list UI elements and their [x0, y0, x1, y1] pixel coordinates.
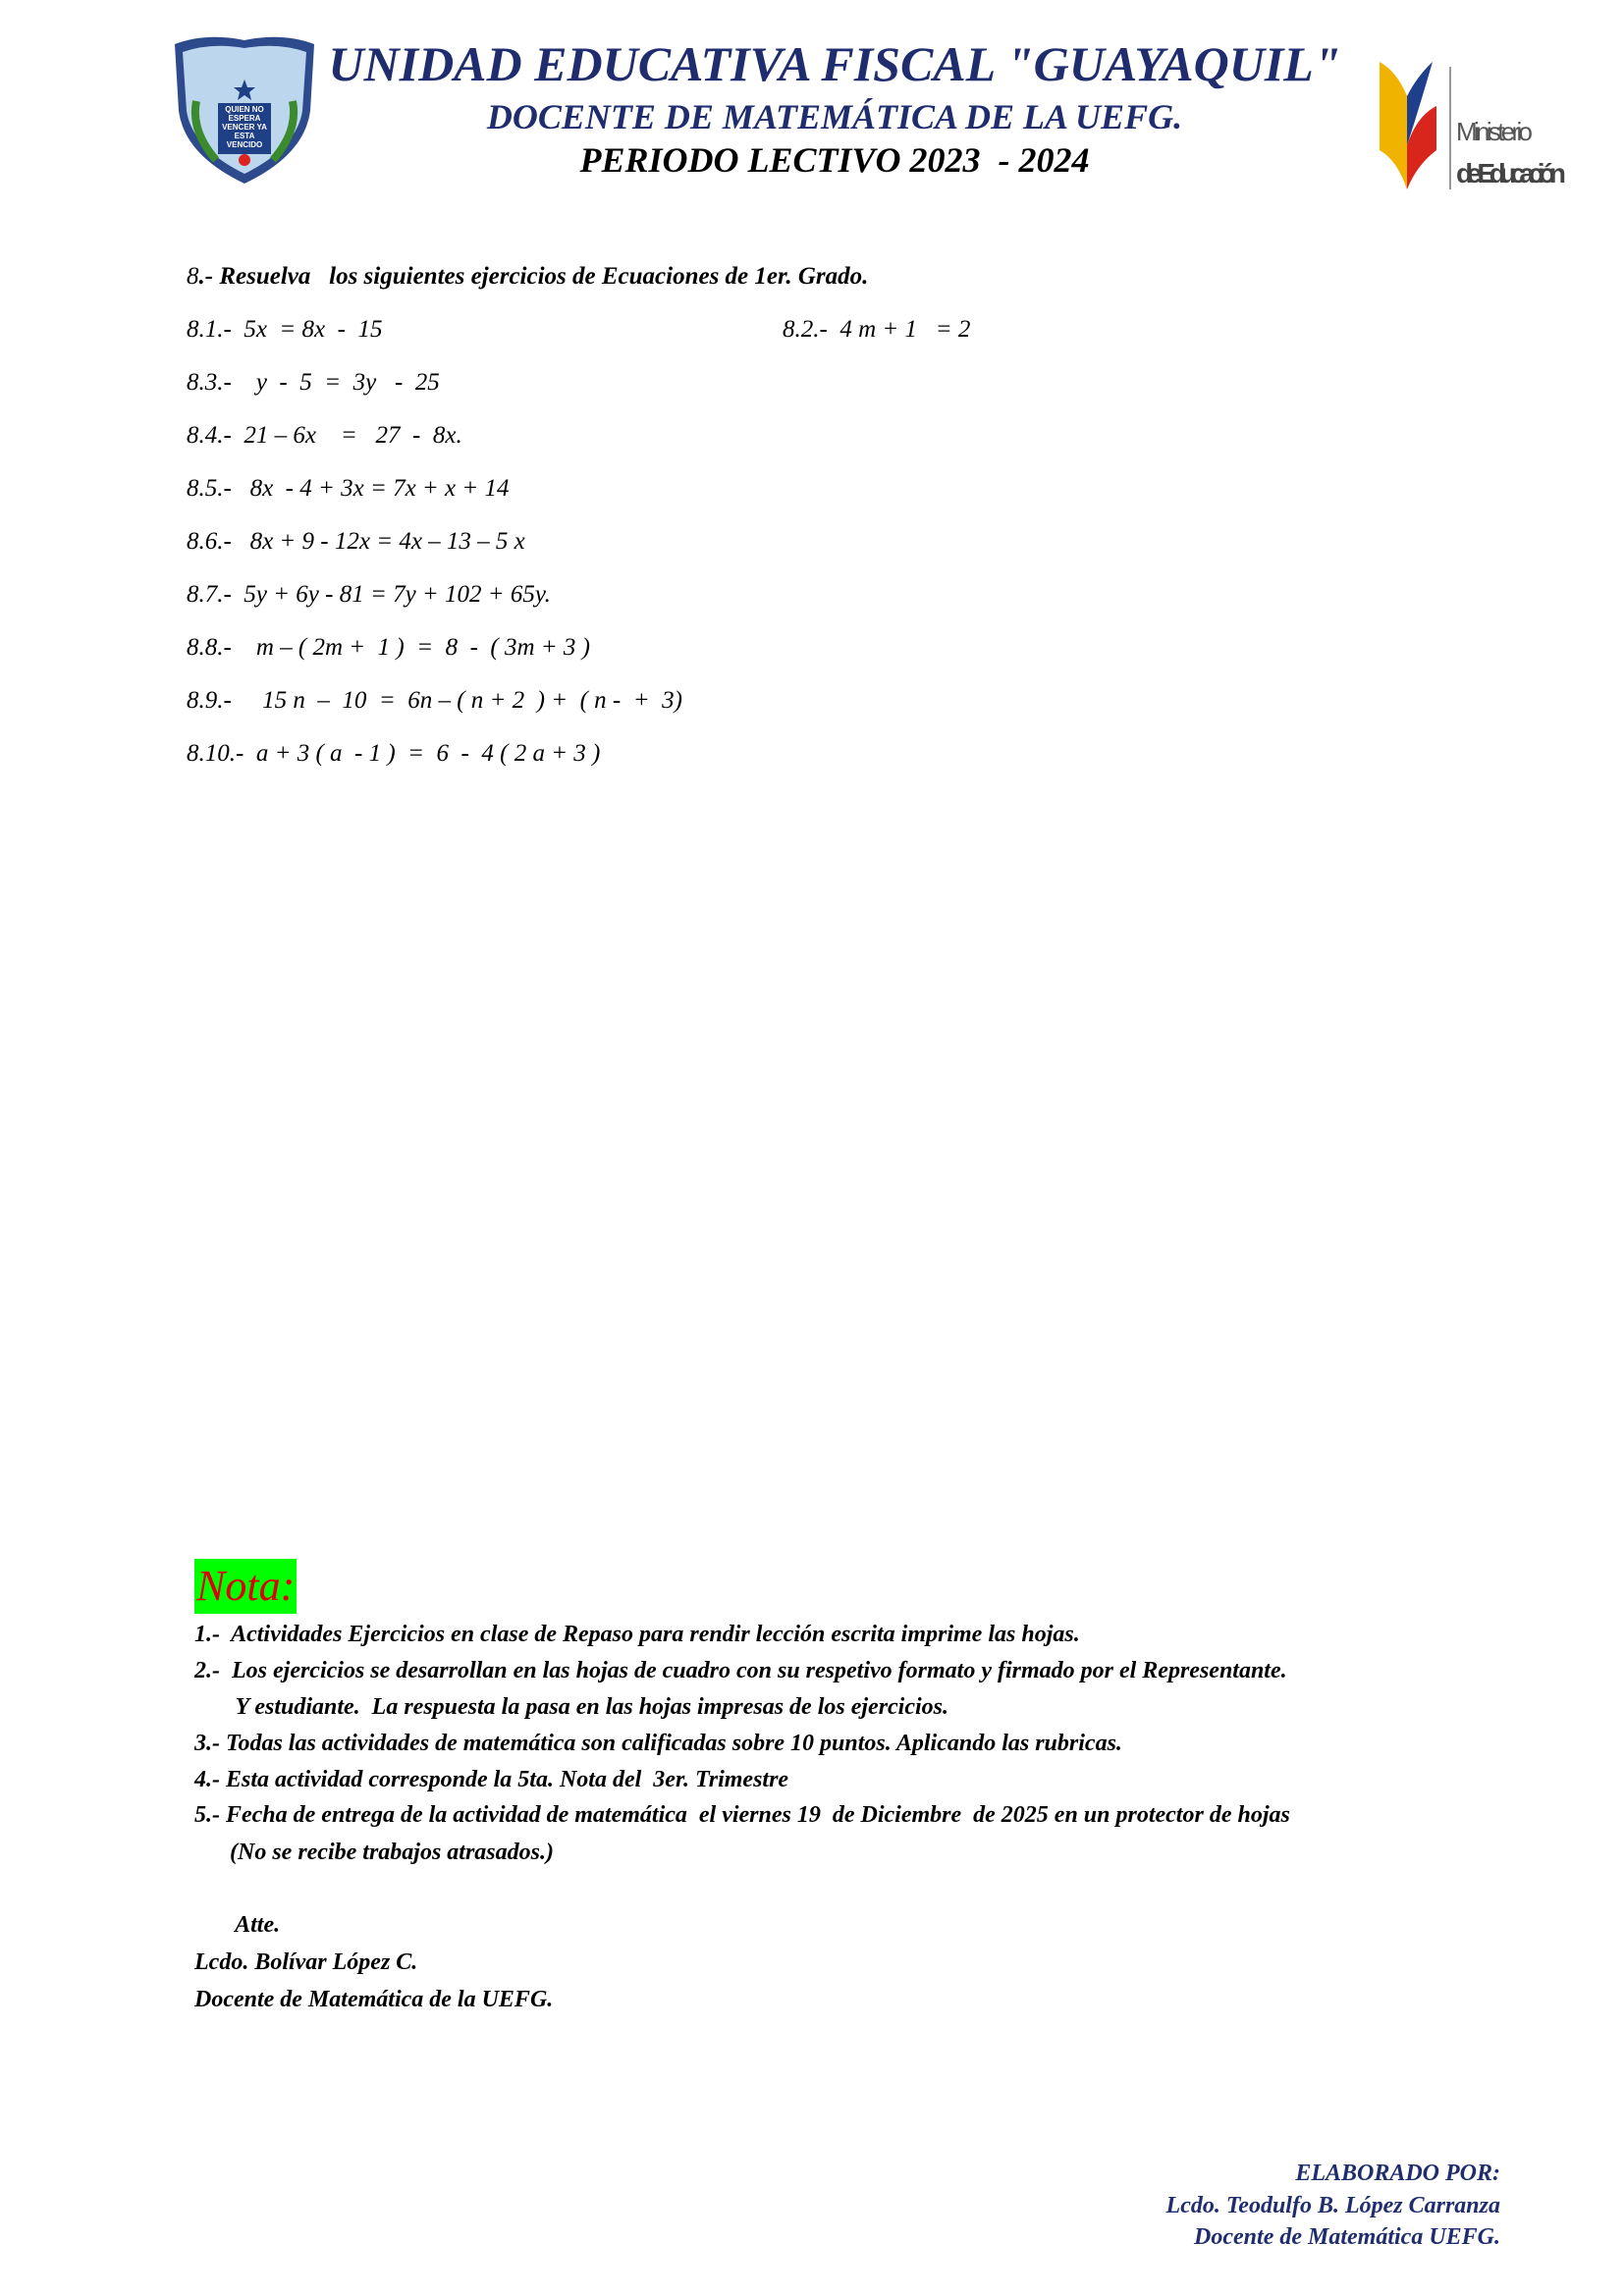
exercise-item: 8.3.- y - 5 = 3y - 25	[187, 369, 440, 396]
prepared-by-name: Lcdo. Teodulfo B. López Carranza	[1165, 2193, 1500, 2218]
note-line: 2.- Los ejercicios se desarrollan en las hojas de cuadro con su respetivo formato y firmado por el Representante.	[194, 1658, 1287, 1683]
exercise-item: 8.5.- 8x - 4 + 3x = 7x + x + 14	[187, 475, 510, 502]
exercise-item: 8.9.- 15 n – 10 = 6n – ( n + 2 ) + ( n - + 3)	[187, 687, 682, 714]
exercise-instruction	[187, 263, 868, 291]
signature-name: Lcdo. Bolívar López C.	[194, 1949, 418, 1975]
note-line: (No se recibe trabajos atrasados.)	[194, 1840, 554, 1865]
subtitle: DOCENTE DE MATEMÁTICA DE LA UEFG.	[486, 97, 1183, 136]
note-line: 3.- Todas las actividades de matemática son calificadas sobre 10 puntos. Aplicando las rubricas.	[194, 1731, 1122, 1756]
signature-closing: Atte.	[194, 1912, 281, 1938]
exercise-item: 8.4.- 21 – 6x = 27 - 8x.	[187, 422, 462, 449]
note-line: 4.- Esta actividad corresponde la 5ta. Nota del 3er. Trimestre	[194, 1767, 789, 1792]
instruction-text: .- Resuelva los siguientes ejercicios de Ecuaciones de 1er. Grado.	[198, 263, 869, 290]
instruction-number: 8	[187, 263, 199, 290]
exercise-item: 8.10.- a + 3 ( a - 1 ) = 6 - 4 ( 2 a + 3 )	[187, 740, 601, 767]
prepared-by-role: Docente de Matemática UEFG.	[1194, 2224, 1500, 2250]
note-line: 5.- Fecha de entrega de la actividad de matemática el viernes 19 de Diciembre de 2025 en un protector de hojas	[194, 1802, 1290, 1828]
svg-text:Ministerio: Ministerio	[1456, 117, 1533, 146]
school-title: UNIDAD EDUCATIVA FISCAL "GUAYAQUIL"	[328, 36, 1341, 91]
notes-heading: Nota:	[194, 1559, 297, 1614]
prepared-by-label: ELABORADO POR:	[1295, 2161, 1500, 2186]
exercise-item: 8.7.- 5y + 6y - 81 = 7y + 102 + 65y.	[187, 581, 551, 608]
note-line: Y estudiante. La respuesta la pasa en las hojas impresas de los ejercicios.	[194, 1694, 949, 1720]
signature-role: Docente de Matemática de la UEFG.	[194, 1987, 554, 2012]
svg-text:de Educación: de Educación	[1456, 158, 1566, 188]
note-line: 1.- Actividades Ejercicios en clase de Repaso para rendir lección escrita imprime las hojas.	[194, 1622, 1080, 1647]
school-period: PERIODO LECTIVO 2023 - 2024	[579, 140, 1090, 180]
exercise-item: 8.2.- 4 m + 1 = 2	[783, 316, 971, 343]
school-logo-motto: QUIEN NO ESPERA VENCER YA ESTA VENCIDO	[222, 105, 267, 149]
exercise-item: 8.1.- 5x = 8x - 15	[187, 316, 383, 343]
exercise-item: 8.8.- m – ( 2m + 1 ) = 8 - ( 3m + 3 )	[187, 634, 590, 661]
exercise-item: 8.6.- 8x + 9 - 12x = 4x – 13 – 5 x	[187, 528, 525, 555]
